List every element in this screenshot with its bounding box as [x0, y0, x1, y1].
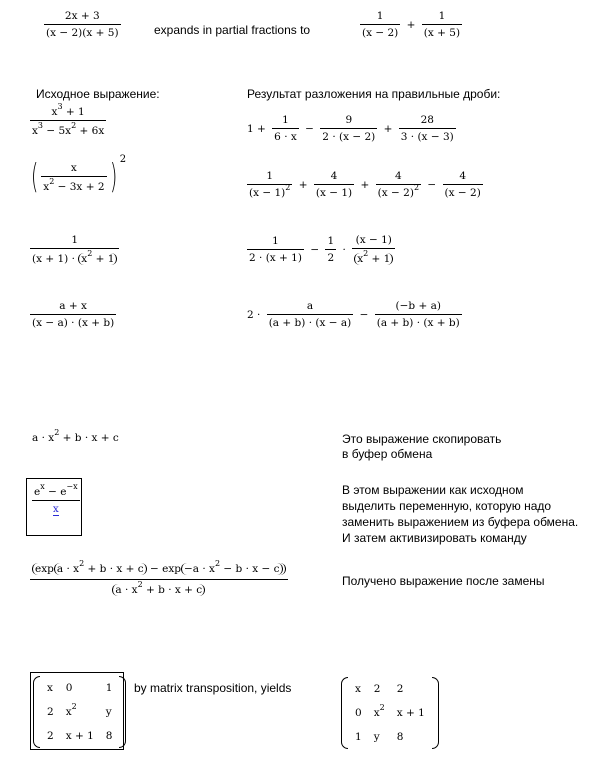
- dst-cell: x + 1: [396, 707, 425, 719]
- instructions: [342, 482, 578, 546]
- dst-cell: 1: [355, 731, 362, 743]
- header-fraction: [44, 10, 121, 39]
- dst-cell: x: [355, 683, 361, 695]
- header-text: expands in partial fractions to: [154, 23, 311, 37]
- result-2-den: (x + 5): [422, 24, 462, 39]
- dst-cell: 8: [396, 731, 404, 743]
- copy-hint-line-2: в буфер обмена: [342, 447, 433, 461]
- dst-cell: 2: [373, 683, 381, 695]
- instr-line-3: заменить выражением из буфера обмена.: [342, 515, 579, 529]
- src-cell: 2: [47, 730, 54, 742]
- matrix-text: by matrix transposition, yields: [134, 681, 292, 695]
- dst-cell: y: [373, 731, 380, 743]
- dst-cell: 2: [396, 683, 404, 695]
- src-cell: $x^2$: [65, 702, 77, 718]
- result-matrix[interactable]: [341, 677, 439, 749]
- result-1-num: 1: [376, 10, 384, 22]
- result-expr-2[interactable]: $\frac{1}{(x - 1)^2}$ + $\frac{4}{(x - 1)}$ + $\frac{4}{(x - 2)^2}$ − $\frac{4}{(x - 2)}$: [249, 170, 481, 199]
- result-label: Результат разложения на правильные дроби:: [247, 87, 501, 101]
- source-matrix-box[interactable]: [30, 672, 124, 750]
- header-denominator: (x − 2)(x + 5): [44, 24, 121, 39]
- copy-hint: [342, 432, 501, 462]
- result-expr-1[interactable]: 1 + $\frac{1}{6 \cdot x}$ − $\frac{9}{2 \cdot (x - 2)}$ + $\frac{28}{3 \cdot (x - 3)}$: [247, 114, 454, 143]
- source-expr-3[interactable]: $\frac{1}{(x + 1) \cdot x^2 + 1}$: [30, 234, 119, 265]
- src-cell: 0: [65, 682, 73, 694]
- quadratic-expr[interactable]: $a \cdot x^2 + b \cdot x + c$: [32, 428, 119, 444]
- instr-line-2: выделить переменную, которую надо: [342, 499, 552, 513]
- source-matrix[interactable]: [33, 676, 126, 748]
- source-expr-4[interactable]: $\frac{a + x}{(x - a) \cdot (x + b)}$: [32, 300, 115, 329]
- source-label: Исходное выражение:: [36, 87, 160, 101]
- result-expr-3[interactable]: $\frac{1}{2 \cdot (x + 1)}$ − $\frac{1}{2}$ · $\frac{(x - 1)}{x^2 + 1}$: [247, 234, 395, 265]
- result-1-den: (x − 2): [360, 24, 400, 39]
- source-expr-2[interactable]: ( $\frac{x}{x^2 - 3x + 2}$ ) $^2$: [30, 154, 127, 197]
- header-numerator: 2x + 3: [64, 10, 100, 22]
- src-cell: x: [47, 682, 53, 694]
- dst-cell: 0: [355, 707, 362, 719]
- result-2-num: 1: [438, 10, 446, 22]
- source-expr-1[interactable]: $\frac{x^3 + 1}{x^3 - 5x^2 + 6x}$: [32, 102, 105, 137]
- dst-cell: $x^2$: [373, 703, 385, 719]
- copy-hint-line-1: Это выражение скопировать: [342, 432, 502, 446]
- src-cell: x + 1: [65, 730, 94, 742]
- selected-variable[interactable]: x: [52, 503, 59, 515]
- src-cell: y: [105, 706, 112, 718]
- instr-line-1: В этом выражении как исходном: [342, 483, 524, 497]
- substituted-expr[interactable]: $\frac{\exp a \cdot x^2 + b \cdot x + c - \exp -a \cdot x^2 - b \cdot x - c}{a \cdot x^2 + b \cdot x + c}$: [30, 563, 288, 596]
- result-expr-4[interactable]: 2 · $\frac{a}{(a + b) \cdot (x - a)}$ − $\frac{(-b + a)}{(a + b) \cdot (x + b)}$: [247, 300, 460, 329]
- after-hint: Получено выражение после замены: [342, 574, 545, 588]
- selection-box[interactable]: $\frac{e^x - e^{-x}}{x}$: [26, 478, 82, 536]
- src-cell: 8: [105, 730, 113, 742]
- instr-line-4: И затем активизировать команду: [342, 531, 527, 545]
- src-cell: 1: [105, 682, 113, 694]
- src-cell: 2: [47, 706, 54, 718]
- header-result: $\frac{1}{(x - 2)}$ + $\frac{1}{(x + 5)}$: [362, 10, 461, 39]
